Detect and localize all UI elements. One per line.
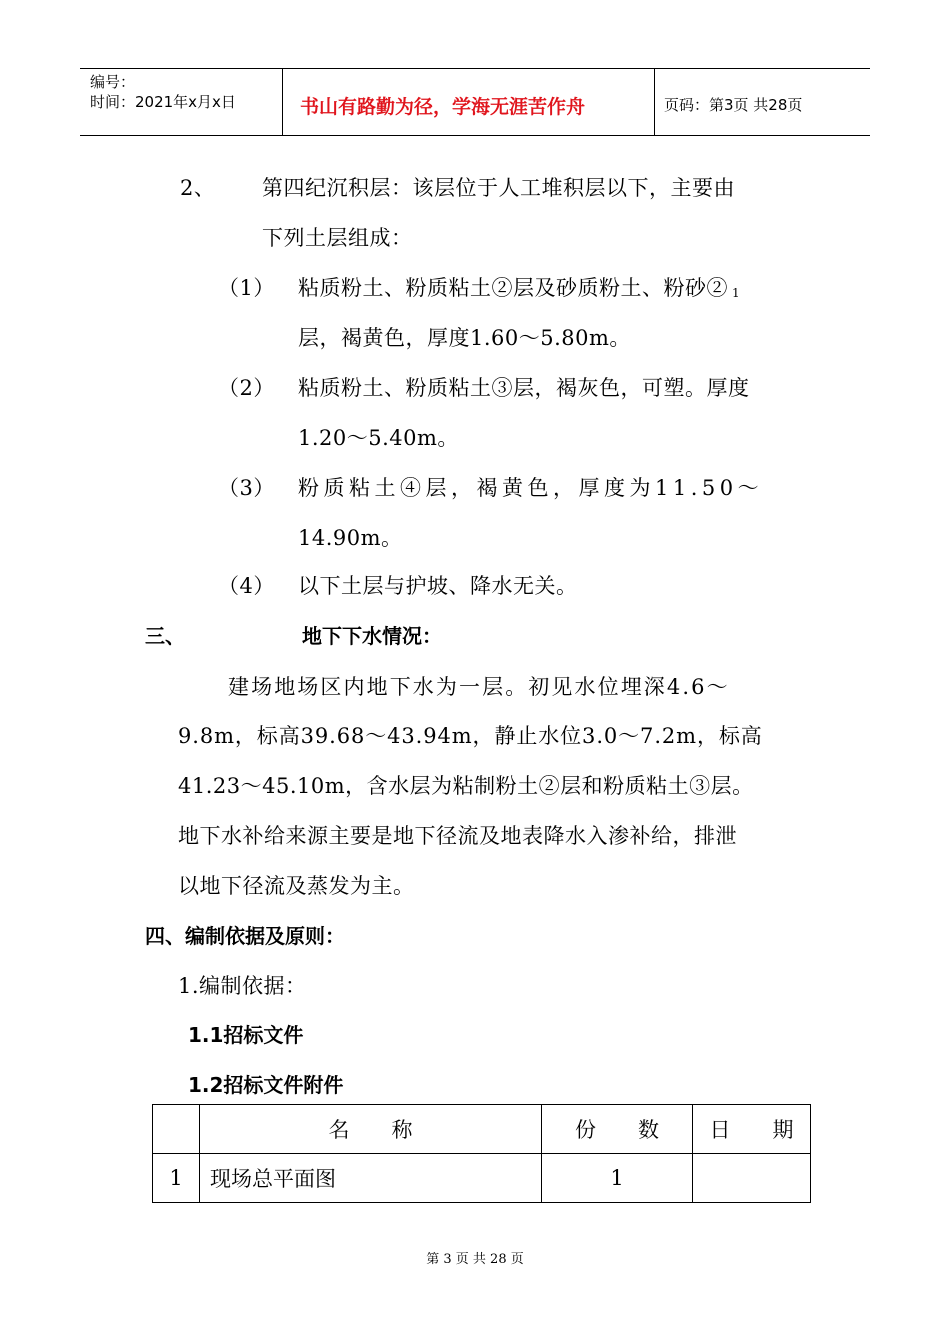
sub4-number: （4） (218, 574, 275, 598)
table-cell-name: 现场总平面图 (200, 1154, 542, 1203)
sub3-line1: 粉质粘土④层，褐黄色，厚度为11.50～ (298, 476, 764, 500)
sub2-line1: 粘质粉土、粉质粘土③层，褐灰色，可塑。厚度 (298, 376, 750, 400)
section3-number: 三、 (145, 624, 185, 648)
groundwater-para-line5: 以地下径流及蒸发为主。 (178, 874, 415, 898)
table-header-date: 日 期 (693, 1105, 811, 1154)
table-header-copies: 份 数 (542, 1105, 693, 1154)
header-motto: 书山有路勤为径，学海无涯苦作舟 (300, 96, 586, 118)
header-top-rule (80, 68, 870, 69)
sub2-number: （2） (218, 376, 275, 400)
sub1-line2: 层，褐黄色，厚度1.60～5.80m。 (298, 326, 631, 350)
groundwater-para-line1: 建场地场区内地下水为一层。初见水位埋深4.6～ (228, 675, 730, 699)
groundwater-para-line4: 地下水补给来源主要是地下径流及地表降水入渗补给，排泄 (178, 824, 737, 848)
table-header-index (153, 1105, 200, 1154)
sub1-subscript: 1 (732, 286, 741, 300)
sub1-number: （1） (218, 276, 275, 300)
page-footer: 第 3 页 共 28 页 (426, 1252, 524, 1267)
item2-line2: 下列土层组成： (262, 226, 413, 250)
item2-line1: 第四纪沉积层：该层位于人工堆积层以下，主要由 (262, 176, 735, 200)
groundwater-para-line2: 9.8m，标高39.68～43.94m，静止水位3.0～7.2m，标高 (178, 724, 763, 748)
table-header-name: 名 称 (200, 1105, 542, 1154)
section4-title: 四、编制依据及原则： (145, 924, 345, 948)
groundwater-para-line3: 41.23～45.10m，含水层为粘制粉土②层和粉质粘土③层。 (178, 774, 754, 798)
sub2-line2: 1.20～5.40m。 (298, 426, 459, 450)
sub1-line1-text: 粘质粉土、粉质粘土②层及砂质粉土、粉砂② (298, 276, 728, 300)
serial-label: 编号： (90, 73, 136, 91)
basis-1-1: 1.1招标文件 (188, 1023, 304, 1047)
sub1-line1 (298, 272, 740, 302)
sub4-line1: 以下土层与护坡、降水无关。 (298, 574, 578, 598)
header-bottom-rule (80, 135, 870, 136)
table-cell-index: 1 (153, 1154, 200, 1203)
basis-title: 1.编制依据： (178, 974, 307, 998)
time-label: 时间：2021年x月x日 (90, 93, 236, 111)
attachments-table (152, 1104, 811, 1203)
header-divider-right (654, 68, 655, 135)
sub3-number: （3） (218, 476, 275, 500)
table-row (153, 1154, 811, 1203)
table-cell-date (693, 1154, 811, 1203)
table-header-row (153, 1105, 811, 1154)
table-cell-copies: 1 (542, 1154, 693, 1203)
sub3-line2: 14.90m。 (298, 526, 403, 550)
item2-number: 2、 (180, 176, 216, 200)
section3-title: 地下下水情况： (302, 624, 442, 648)
basis-1-2: 1.2招标文件附件 (188, 1073, 344, 1097)
header-page-info: 页码：第3页 共28页 (664, 96, 803, 114)
header-divider-left (282, 68, 283, 135)
